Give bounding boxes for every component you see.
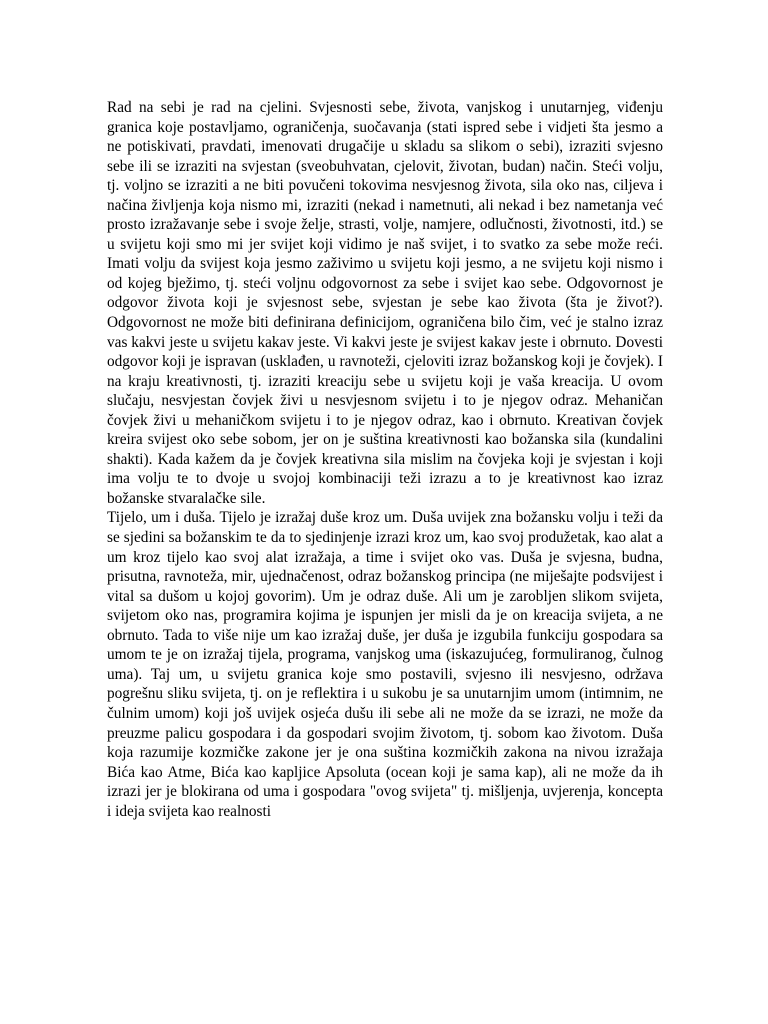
paragraph-rad-na-sebi: Rad na sebi je rad na cjelini. Svjesnosti sebe, života, vanjskog i unutarnjeg, viđenju granica koje postavljamo, ograničenja, suočavanja (stati ispred sebe i vidjeti šta jesmo a ne potiskivati, pravdati, imenovati drugačije u skladu sa slikom o sebi), izraziti svjesno sebe ili se izraziti na svjestan (sveobuhvatan, cjelovit, životan, budan) način. Steći volju, tj. voljno se izraziti a ne biti povučeni tokovima nesvjesnog života, sila oko nas, ciljeva i načina življenja koja nismo mi, izraziti (nekad i nametnuti, ali nekad i bez nametanja već prosto izražavanje sebe i svoje želje, strasti, volje, namjere, odlučnosti, životnosti, itd.) se u svijetu koji smo mi jer svijet koji vidimo je naš svijet, i to svatko za sebe može reći. Imati volju da svijest koja jesmo zaživimo u svijetu koji jesmo, a ne svijetu koji nismo i od kojeg bježimo, tj. steći voljnu odgovornost za sebe i svijet kao sebe. Odgovornost je odgovor života koji je svjesnost sebe, svjestan je sebe kao života (šta je život?). Odgovornost ne može biti definirana definicijom, ograničena bilo čim, već je stalno izraz vas kakvi jeste u svijetu kakav jeste. Vi kakvi jeste je svijest kakav jeste i obrnuto. Dovesti odgovor koji je ispravan (usklađen, u ravnoteži, cjeloviti izraz božanskog koji je čovjek). I na kraju kreativnosti, tj. izraziti kreaciju sebe u svijetu koji je vaša kreacija. U ovom slučaju, nesvjestan čovjek živi u nesvjesnom svijetu i to je njegov odraz. Mehaničan čovjek živi u mehaničkom svijetu i to je njegov odraz, kao i obrnuto. Kreativan čovjek kreira svijest oko sebe sobom, jer on je suština kreativnosti kao božanska sila (kundalini shakti). Kada kažem da je čovjek kreativna sila mislim na čovjeka koji je svjestan i koji ima volju te to dvoje u svojoj kombinaciji teži izrazu a to je kreativnost kao izraz božanske stvaralačke sile. bbox=[107, 99, 663, 507]
paragraph-tijelo-um-dusa: Tijelo, um i duša. Tijelo je izražaj duše kroz um. Duša uvijek zna božansku volju i teži da se sjedini sa božanskim te da to sjedinjenje izrazi kroz um, kao svoj produžetak, kao alat a um kroz tijelo kao svoj alat izražaja, a time i svijet oko vas. Duša je svjesna, budna, prisutna, ravnoteža, mir, ujednačenost, odraz božanskog principa (ne miješajte podsvijest i vital sa dušom u kojoj govorim). Um je odraz duše. Ali um je zarobljen slikom svijeta, svijetom oko nas, programira kojima je ispunjen jer misli da je on kreacija svijeta, a ne obrnuto. Tada to više nije um kao izražaj duše, jer duša je izgubila funkciju gospodara sa umom te je on izražaj tijela, programa, vanjskog uma (iskazujućeg, formuliranog, čulnog uma). Taj um, u svijetu granica koje smo postavili, svjesno ili nesvjesno, održava pogrešnu sliku svijeta, tj. on je reflektira i u sukobu je sa unutarnjim umom (intimnim, ne čulnim umom) koji još uvijek osjeća dušu ili sebe ali ne može da se izrazi, ne može da preuzme palicu gospodara i da gospodari svojim životom, tj. sobom kao životom. Duša koja razumije kozmičke zakone jer je ona suština kozmičkih zakona na nivou izražaja Bića kao Atme, Bića kao kapljice Apsoluta (ocean koji je sama kap), ali ne može da ih izrazi jer je blokirana od uma i gospodara "ovog svijeta" tj. mišljenja, uvjerenja, koncepta i ideja svijeta kao realnosti bbox=[107, 509, 663, 820]
document-page bbox=[107, 98, 663, 821]
